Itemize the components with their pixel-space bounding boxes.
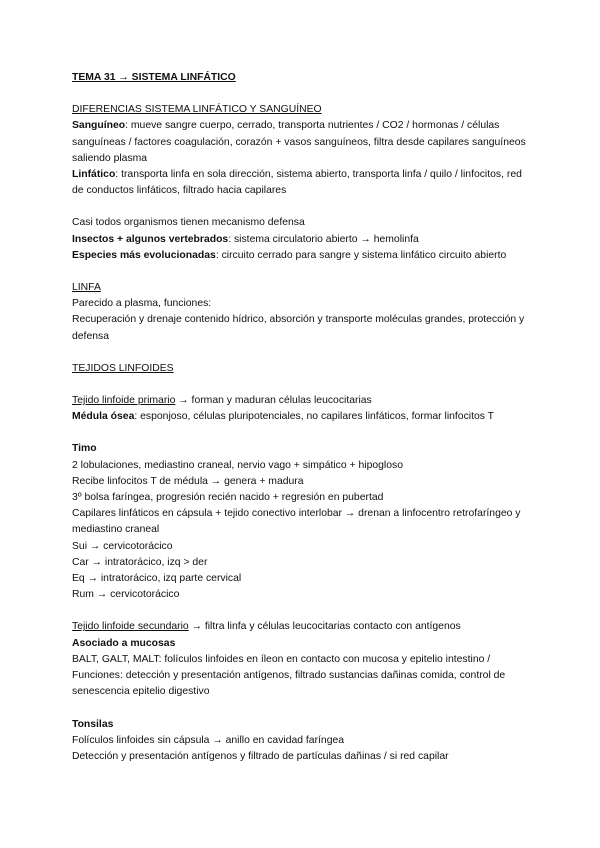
paragraph-medula [72,409,532,425]
term-insectos: Insectos + algunos vertebrados [72,233,229,245]
text-linfatico: : transporta linfa en sola dirección, sistema abierto, transporta linfa / quilo / linfocitos, red de conductos linfáticos, filtrado hacia capilares [72,169,522,197]
section-heading-tejidos: TEJIDOS LINFOIDES [72,362,174,374]
subheading-mucosas: Asociado a mucosas [72,637,176,649]
paragraph-insectos [72,232,532,248]
text-tonsilas-2: Detección y presentación antígenos y filtrado de partículas dañinas / si red capilar [72,750,449,762]
paragraph-especies [72,248,532,264]
term-primario: Tejido linfoide primario [72,395,176,407]
document-content [72,70,532,765]
paragraph-sanguineo [72,118,532,167]
paragraph-primario [72,393,532,409]
term-especies: Especies más evolucionadas [72,249,216,261]
text-timo-capilares: Capilares linfáticos en cápsula + tejido conectivo interlobar → drenan a linfocentro retrofaríngeo y mediastino craneal [72,508,521,536]
subheading-tonsilas: Tonsilas [72,718,114,730]
term-secundario: Tejido linfoide secundario [72,621,189,633]
text-sanguineo: : mueve sangre cuerpo, cerrado, transporta nutrientes / CO2 / hormonas / células sanguíneas / factores coagulación, corazón + vasos sanguíneos, filtra desde capilares sanguíneos saliendo plasma [72,120,526,164]
text-timo-rum: Rum → cervicotorácico [72,589,180,601]
subheading-timo: Timo [72,443,97,455]
text-medula: : esponjoso, células pluripotenciales, no capilares linfáticos, formar linfocitos T [134,411,494,423]
section-heading-diferencias: DIFERENCIAS SISTEMA LINFÁTICO Y SANGUÍNEO [72,104,322,116]
paragraph-linfatico [72,167,532,199]
term-linfatico: Linfático [72,169,116,181]
text-mucosas: BALT, GALT, MALT: folículos linfoides en íleon en contacto con mucosa y epitelio intestino / Funciones: detección y presentación antígenos, filtrado sustancias dañinas comida, control de senescencia epitelio digestivo [72,653,506,698]
term-sanguineo: Sanguíneo [72,120,126,132]
text-insectos: : sistema circulatorio abierto → hemolinfa [228,233,419,245]
text-timo-car: Car → intratorácico, izq > der [72,556,208,568]
text-linfa-1: Parecido a plasma, funciones: [72,298,212,310]
text-timo-eq: Eq → intratorácico, izq parte cervical [72,573,242,585]
section-heading-linfa: LINFA [72,282,101,294]
text-defensa: Casi todos organismos tienen mecanismo defensa [72,217,305,229]
text-timo-2: Recibe linfocitos T de médula → genera + madura [72,475,304,487]
text-timo-sui: Sui → cervicotorácico [72,540,173,552]
text-secundario: → filtra linfa y células leucocitarias contacto con antígenos [188,621,461,633]
paragraph-secundario [72,619,532,635]
text-tonsilas-1: Folículos linfoides sin cápsula → anillo en cavidad faríngea [72,734,345,746]
text-linfa-2: Recuperación y drenaje contenido hídrico, absorción y transporte moléculas grandes, protección y defensa [72,314,525,342]
page-title: TEMA 31 → SISTEMA LINFÁTICO [72,72,236,83]
text-primario: → forman y maduran células leucocitarias [175,395,372,407]
text-timo-3: 3º bolsa faríngea, progresión recién nacido + regresión en pubertad [72,492,384,504]
term-medula: Médula ósea [72,411,135,423]
text-timo-1: 2 lobulaciones, mediastino craneal, nervio vago + simpático + hipogloso [72,459,403,471]
text-especies: : circuito cerrado para sangre y sistema linfático circuito abierto [215,249,507,261]
